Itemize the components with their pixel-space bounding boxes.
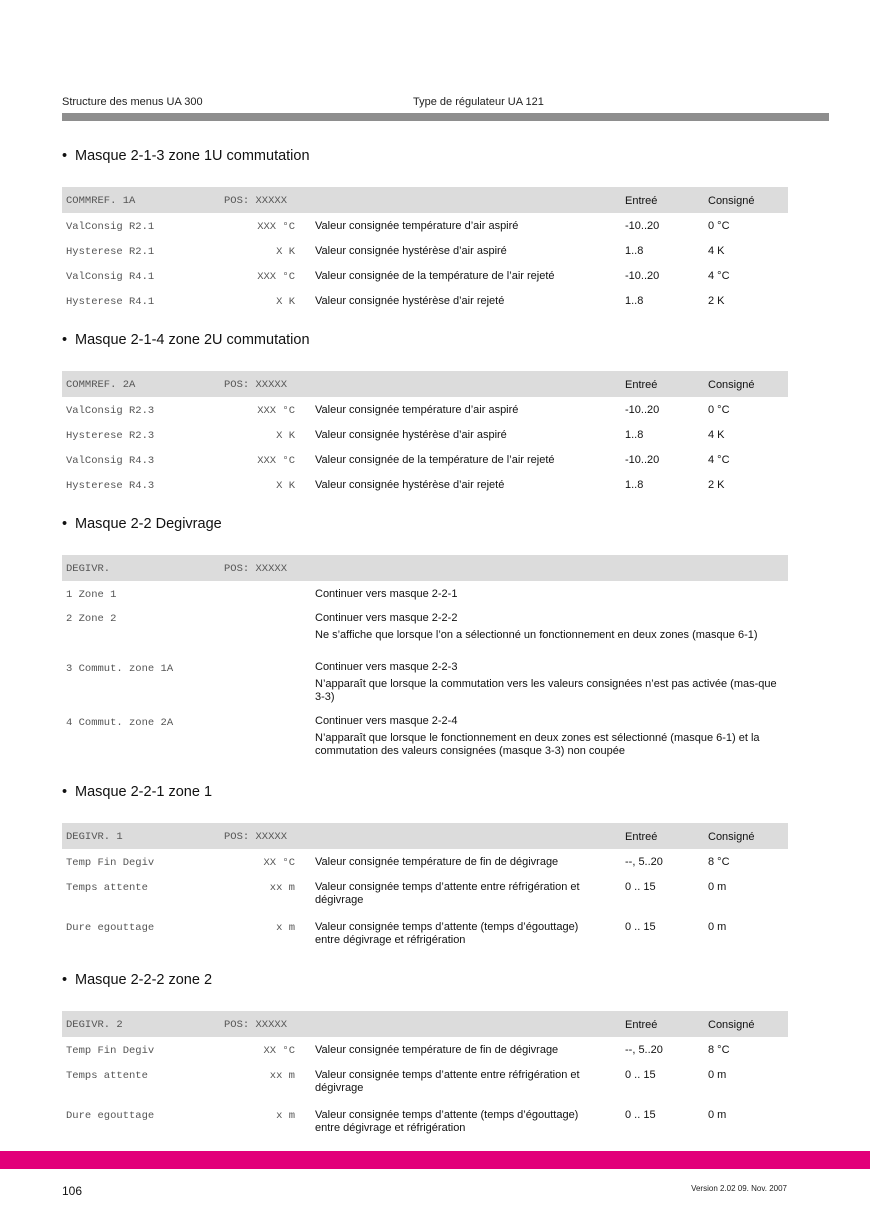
header-code: COMMREF. 1A (66, 195, 136, 207)
row-unit: X K (276, 296, 295, 308)
table-row (62, 656, 788, 708)
row-code: Dure egouttage (66, 922, 155, 934)
row-consigne: 4 K (708, 429, 725, 441)
section-title: • Masque 2-2-1 zone 1 (62, 784, 213, 800)
header-pos: POS: XXXXX (224, 195, 288, 207)
header-pos: POS: XXXXX (224, 379, 288, 391)
row-note: Ne s’affiche que lorsque l’on a sélectionné un fonctionnement en deux zones (masque 6-1) (315, 629, 758, 641)
table-commref-1a (62, 187, 788, 313)
table-row (62, 1062, 788, 1102)
row-code: Hysterese R2.1 (66, 246, 155, 258)
row-code: ValConsig R2.1 (66, 221, 155, 233)
row-entree: --, 5..20 (625, 1044, 663, 1056)
table-row (62, 238, 788, 263)
row-desc: Valeur consignée de la température de l’air rejeté (315, 270, 555, 282)
row-code: ValConsig R4.3 (66, 455, 155, 467)
row-unit: XXX °C (257, 271, 295, 283)
row-code: ValConsig R4.1 (66, 271, 155, 283)
table-header (62, 1011, 788, 1037)
row-consigne: 0 m (708, 1109, 727, 1121)
header-pos: POS: XXXXX (224, 1019, 288, 1031)
row-desc: Valeur consignée hystérèse d’air aspiré (315, 245, 507, 257)
table-header (62, 187, 788, 213)
row-entree: 1..8 (625, 479, 644, 491)
row-desc: Valeur consignée température de fin de dégivrage (315, 1044, 559, 1056)
row-desc: Valeur consignée temps d’attente entre réfrigération et dégivrage (315, 1069, 580, 1094)
row-code: Temp Fin Degiv (66, 857, 155, 869)
row-unit: xx m (269, 882, 295, 894)
row-entree: -10..20 (625, 454, 660, 466)
row-entree: 0 .. 15 (625, 881, 656, 893)
page-number: 106 (62, 1184, 83, 1198)
table-degivr-2 (62, 1011, 788, 1142)
row-unit: XX °C (263, 1045, 295, 1057)
row-desc: Valeur consignée temps d’attente (temps d’égouttage) entre dégivrage et réfrigération (315, 1109, 579, 1134)
row-consigne: 0 °C (708, 220, 730, 232)
row-desc: Continuer vers masque 2-2-2 (315, 612, 458, 624)
row-desc: Valeur consignée hystérèse d’air aspiré (315, 429, 507, 441)
row-entree: -10..20 (625, 404, 660, 416)
row-code: Temp Fin Degiv (66, 1045, 155, 1057)
row-entree: 1..8 (625, 245, 644, 257)
row-desc: Valeur consignée de la température de l’air rejeté (315, 454, 555, 466)
table-row (62, 849, 788, 874)
header-consigne: Consigné (708, 379, 755, 391)
row-desc: Continuer vers masque 2-2-3 (315, 661, 458, 673)
row-entree: 0 .. 15 (625, 1109, 656, 1121)
footer-band (0, 1151, 870, 1169)
row-code: 1 Zone 1 (66, 589, 117, 601)
table-row (62, 422, 788, 447)
row-desc: Valeur consignée hystérèse d’air rejeté (315, 479, 505, 491)
row-desc: Valeur consignée temps d’attente entre réfrigération et dégivrage (315, 881, 580, 906)
row-code: Hysterese R4.1 (66, 296, 155, 308)
row-consigne: 4 °C (708, 454, 730, 466)
row-code: 2 Zone 2 (66, 613, 117, 625)
row-entree: --, 5..20 (625, 856, 663, 868)
table-degivr (62, 555, 788, 758)
row-unit: x m (276, 922, 295, 934)
row-consigne: 0 m (708, 1069, 727, 1081)
row-consigne: 2 K (708, 295, 725, 307)
row-code: 3 Commut. zone 1A (66, 663, 174, 675)
row-entree: 0 .. 15 (625, 1069, 656, 1081)
table-row (62, 213, 788, 238)
row-desc: Valeur consignée hystérèse d’air rejeté (315, 295, 505, 307)
row-consigne: 0 m (708, 881, 727, 893)
header-entree: Entreé (625, 1019, 658, 1031)
row-note: N’apparaît que lorsque la commutation vers les valeurs consignées n’est pas activée (mas-que 3-3) (315, 678, 777, 703)
section-title: • Masque 2-2 Degivrage (62, 516, 222, 532)
row-unit: X K (276, 246, 295, 258)
row-desc: Continuer vers masque 2-2-4 (315, 715, 458, 727)
row-unit: x m (276, 1110, 295, 1122)
header-pos: POS: XXXXX (224, 831, 288, 843)
row-entree: -10..20 (625, 270, 660, 282)
header-code: COMMREF. 2A (66, 379, 136, 391)
row-desc: Continuer vers masque 2-2-1 (315, 588, 458, 600)
header-center: Type de régulateur UA 121 (413, 96, 544, 108)
header-entree: Entreé (625, 379, 658, 391)
row-desc: Valeur consignée température d’air aspiré (315, 404, 519, 416)
table-row (62, 581, 788, 606)
header-entree: Entreé (625, 195, 658, 207)
section-title: • Masque 2-1-4 zone 2U commutation (62, 332, 310, 348)
table-row (62, 397, 788, 422)
header-code: DEGIVR. 1 (66, 831, 123, 843)
row-consigne: 2 K (708, 479, 725, 491)
row-code: ValConsig R2.3 (66, 405, 155, 417)
table-header (62, 555, 788, 581)
row-desc: Valeur consignée temps d’attente (temps d’égouttage) entre dégivrage et réfrigération (315, 921, 579, 946)
row-code: 4 Commut. zone 2A (66, 717, 174, 729)
row-code: Dure egouttage (66, 1110, 155, 1122)
row-unit: XX °C (263, 857, 295, 869)
row-consigne: 8 °C (708, 856, 730, 868)
row-unit: X K (276, 480, 295, 492)
header-left: Structure des menus UA 300 (62, 96, 203, 108)
row-unit: X K (276, 430, 295, 442)
header-code: DEGIVR. 2 (66, 1019, 123, 1031)
row-desc: Valeur consignée température de fin de dégivrage (315, 856, 559, 868)
row-code: Temps attente (66, 882, 148, 894)
table-row (62, 263, 788, 288)
header-pos: POS: XXXXX (224, 563, 288, 575)
row-code: Hysterese R4.3 (66, 480, 155, 492)
table-degivr-1 (62, 823, 788, 954)
version-info: Version 2.02 09. Nov. 2007 (691, 1184, 787, 1193)
row-consigne: 0 m (708, 921, 727, 933)
row-consigne: 4 °C (708, 270, 730, 282)
row-unit: xx m (269, 1070, 295, 1082)
row-entree: 1..8 (625, 295, 644, 307)
row-code: Temps attente (66, 1070, 148, 1082)
header-entree: Entreé (625, 831, 658, 843)
table-row (62, 288, 788, 313)
table-commref-2a (62, 371, 788, 497)
row-entree: 1..8 (625, 429, 644, 441)
table-row (62, 708, 788, 758)
header-consigne: Consigné (708, 1019, 755, 1031)
table-header (62, 371, 788, 397)
row-consigne: 4 K (708, 245, 725, 257)
table-row (62, 447, 788, 472)
section-title: • Masque 2-2-2 zone 2 (62, 972, 213, 988)
table-row (62, 874, 788, 914)
row-entree: -10..20 (625, 220, 660, 232)
section-title: • Masque 2-1-3 zone 1U commutation (62, 148, 310, 164)
row-code: Hysterese R2.3 (66, 430, 155, 442)
row-consigne: 8 °C (708, 1044, 730, 1056)
table-row (62, 606, 788, 656)
row-note: N’apparaît que lorsque le fonctionnement en deux zones est sélectionné (masque 6-1) et la commutation des valeurs consignées (masque 3-3) non coupée (315, 732, 760, 757)
header-consigne: Consigné (708, 195, 755, 207)
row-unit: XXX °C (257, 455, 295, 467)
table-row (62, 1102, 788, 1142)
table-row (62, 1037, 788, 1062)
row-unit: XXX °C (257, 221, 295, 233)
table-header (62, 823, 788, 849)
row-entree: 0 .. 15 (625, 921, 656, 933)
row-desc: Valeur consignée température d’air aspiré (315, 220, 519, 232)
table-row (62, 472, 788, 497)
header-code: DEGIVR. (66, 563, 111, 575)
row-unit: XXX °C (257, 405, 295, 417)
table-row (62, 914, 788, 954)
header-rule (62, 113, 829, 121)
header-consigne: Consigné (708, 831, 755, 843)
row-consigne: 0 °C (708, 404, 730, 416)
